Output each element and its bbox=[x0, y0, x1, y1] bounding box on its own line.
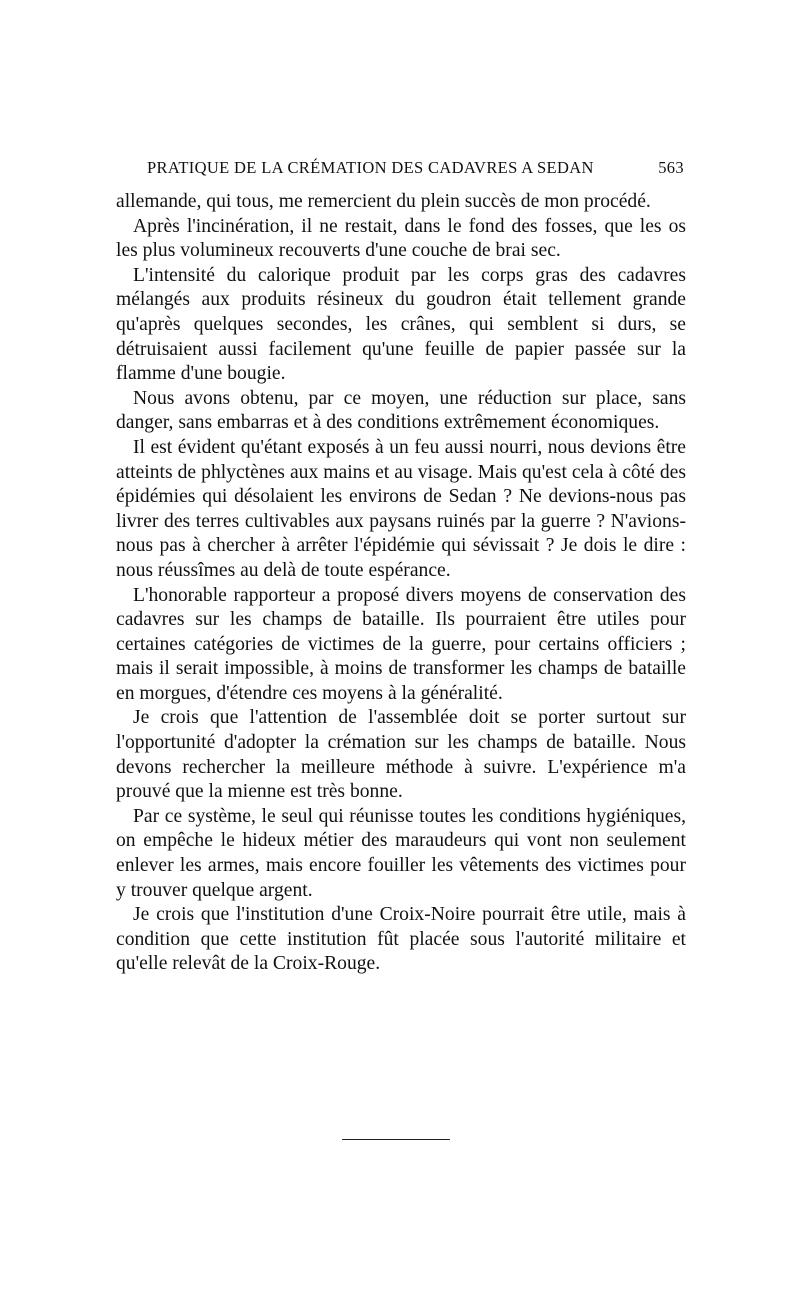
paragraph-cremation: Je crois que l'attention de l'assemblée doit se porter surtout sur l'opportunité d'adopter la crémation sur les champs de bataille. Nous devons rechercher la meilleure méthode à suivre. L'expérience m'a prouvé que la mienne est très bonne. bbox=[116, 707, 686, 803]
paragraph-reduction: Nous avons obtenu, par ce moyen, une réduction sur place, sans danger, sans embarras et à des conditions extrêmement économiques. bbox=[116, 387, 686, 434]
body-text bbox=[116, 190, 686, 977]
paragraph-croix-noire: Je crois que l'institution d'une Croix-Noire pourrait être utile, mais à condition que cette institution fût placée sous l'autorité militaire et qu'elle relevât de la Croix-Rouge. bbox=[116, 904, 686, 975]
paragraph-calorique: L'intensité du calorique produit par les corps gras des cadavres mélangés aux produits résineux du goudron était tellement grande qu'après quelques secondes, les crânes, qui semblent si durs, se détruisaient aussi facilement qu'une feuille de papier passée sur la flamme d'une bougie. bbox=[116, 264, 686, 385]
paragraph-incineration: Après l'incinération, il ne restait, dans le fond des fosses, que les os les plus volumineux recouverts d'une couche de brai sec. bbox=[116, 215, 686, 262]
paragraph-epidemies: Il est évident qu'étant exposés à un feu aussi nourri, nous devions être atteints de phlyctènes aux mains et au visage. Mais qu'est cela à côté des épidémies qui désolaient les environs de Sedan ? Ne devions-nous pas livrer des terres cultivables aux paysans ruinés par la guerre ? N'avions-nous pas à chercher à arrêter l'épidémie qui sévissait ? Je dois le dire : nous réussîmes au delà de toute espérance. bbox=[116, 436, 686, 581]
page-number: 563 bbox=[658, 158, 684, 177]
paragraph-systeme: Par ce système, le seul qui réunisse toutes les conditions hygiéniques, on empêche le hideux métier des maraudeurs qui vont non seulement enlever les armes, mais encore fouiller les vêtements des victimes pour y trouver quelque argent. bbox=[116, 805, 686, 901]
running-header bbox=[147, 158, 684, 182]
paragraph-conservation: L'honorable rapporteur a proposé divers moyens de conservation des cadavres sur les champs de bataille. Ils pourraient être utiles pour certaines catégories de victimes de la guerre, pour certains officiers ; mais il serait impossible, à moins de transformer les champs de bataille en morgues, d'étendre ces moyens à la généralité. bbox=[116, 584, 686, 704]
paragraph-continuation: allemande, qui tous, me remercient du plein succès de mon procédé. bbox=[116, 191, 651, 212]
running-title: PRATIQUE DE LA CRÉMATION DES CADAVRES A SEDAN bbox=[147, 158, 594, 177]
closing-rule bbox=[342, 1139, 450, 1140]
